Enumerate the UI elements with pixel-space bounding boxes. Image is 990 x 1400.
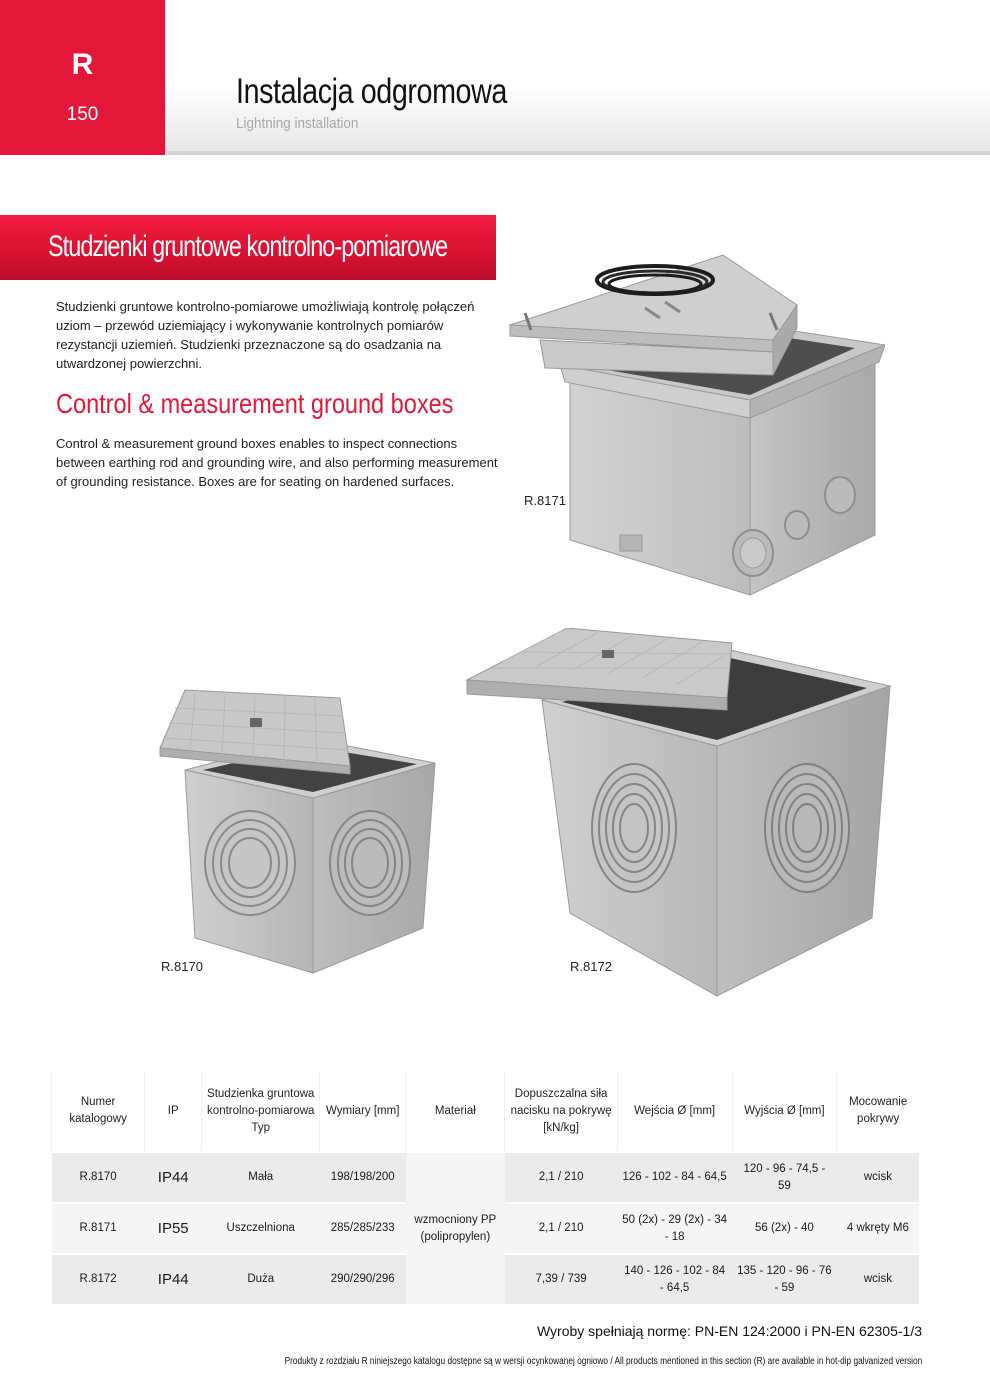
norm-statement: Wyroby spełniają normę: PN-EN 124:2000 i PN-EN 62305-1/3 [536,1323,922,1339]
heading-en: Control & measurement ground boxes [56,388,454,419]
cell-type: Duża [202,1254,320,1304]
col-header-number: Numer katalogowy [52,1071,145,1152]
table-row [52,1152,920,1203]
cell-force: 2,1 / 210 [505,1152,617,1203]
cell-ip: IP55 [145,1203,202,1254]
cell-inputs: 50 (2x) - 29 (2x) - 34 - 18 [617,1203,732,1254]
cell-outputs: 120 - 96 - 74,5 - 59 [732,1152,837,1203]
page-subtitle: Lightning installation [236,115,359,132]
page-title: Instalacja odgromowa [236,72,507,111]
col-header-ip: IP [145,1071,202,1152]
col-header-mount: Mocowanie pokrywy [837,1071,919,1152]
col-header-type: Studzienka gruntowa kontrolno-pomiarowa Typ [202,1071,320,1152]
intro-en: Control & measurement ground boxes enables to inspect connections between earthing rod and grounding wire, and also performing measurement of grounding resistance. Boxes are for seating on hardened surfaces. [56,436,498,489]
cell-inputs: 140 - 126 - 102 - 84 - 64,5 [617,1254,732,1304]
col-header-force: Dopuszczalna siła nacisku na pokrywę [kN/kg] [505,1071,617,1152]
spec-table [51,1071,919,1304]
product-ref-r8172: R.8172 [570,959,612,974]
cell-inputs: 126 - 102 - 84 - 64,5 [617,1152,732,1203]
cell-outputs: 135 - 120 - 96 - 76 - 59 [732,1254,837,1304]
section-letter: R [71,48,94,81]
intro-pl: Studzienki gruntowe kontrolno-pomiarowe umożliwiają kontrolę połączeń uziom – przewód uziemiający i wykonywanie kontrolnych pomiarów rezystancji uziemień. Studzienki przeznaczone są do osadzania na utwardzonej powierzchni. [56,299,475,371]
cell-mount: 4 wkręty M6 [837,1203,919,1254]
footnote: Produkty z rozdziału R niniejszego katalogu dostępne są w wersji ocynkowanej ogniowo / All products mentioned in this section (R) are available in hot-dip galvanized version [284,1356,922,1367]
cell-mount: wcisk [837,1152,919,1203]
cell-mount: wcisk [837,1254,919,1304]
banner-title: Studzienki gruntowe kontrolno-pomiarowe [48,230,448,263]
cell-type: Mała [202,1152,320,1203]
page-number: 150 [66,104,99,125]
cell-dims: 198/198/200 [320,1152,406,1203]
section-tab [0,0,165,155]
product-ref-r8170: R.8170 [161,959,203,974]
product-image-r8171 [505,250,885,600]
cell-number: R.8171 [52,1203,145,1254]
col-header-material: Materiał [406,1071,505,1152]
section-banner [0,215,496,280]
cell-dims: 285/285/233 [320,1203,406,1254]
cell-outputs: 56 (2x) - 40 [732,1203,837,1254]
cell-force: 7,39 / 739 [505,1254,617,1304]
col-header-inputs: Wejścia Ø [mm] [617,1071,732,1152]
cell-type: Uszczelniona [202,1203,320,1254]
cell-number: R.8170 [52,1152,145,1203]
table-header-row [52,1071,920,1152]
cell-material: wzmocniony PP (polipropylen) [406,1152,505,1304]
product-image-r8170 [155,688,445,1038]
cell-ip: IP44 [145,1254,202,1304]
cell-force: 2,1 / 210 [505,1203,617,1254]
cell-ip: IP44 [145,1152,202,1203]
product-ref-r8171: R.8171 [524,493,566,508]
cell-number: R.8172 [52,1254,145,1304]
product-image-r8172 [462,628,892,998]
col-header-outputs: Wyjścia Ø [mm] [732,1071,837,1152]
cell-dims: 290/290/296 [320,1254,406,1304]
col-header-dims: Wymiary [mm] [320,1071,406,1152]
